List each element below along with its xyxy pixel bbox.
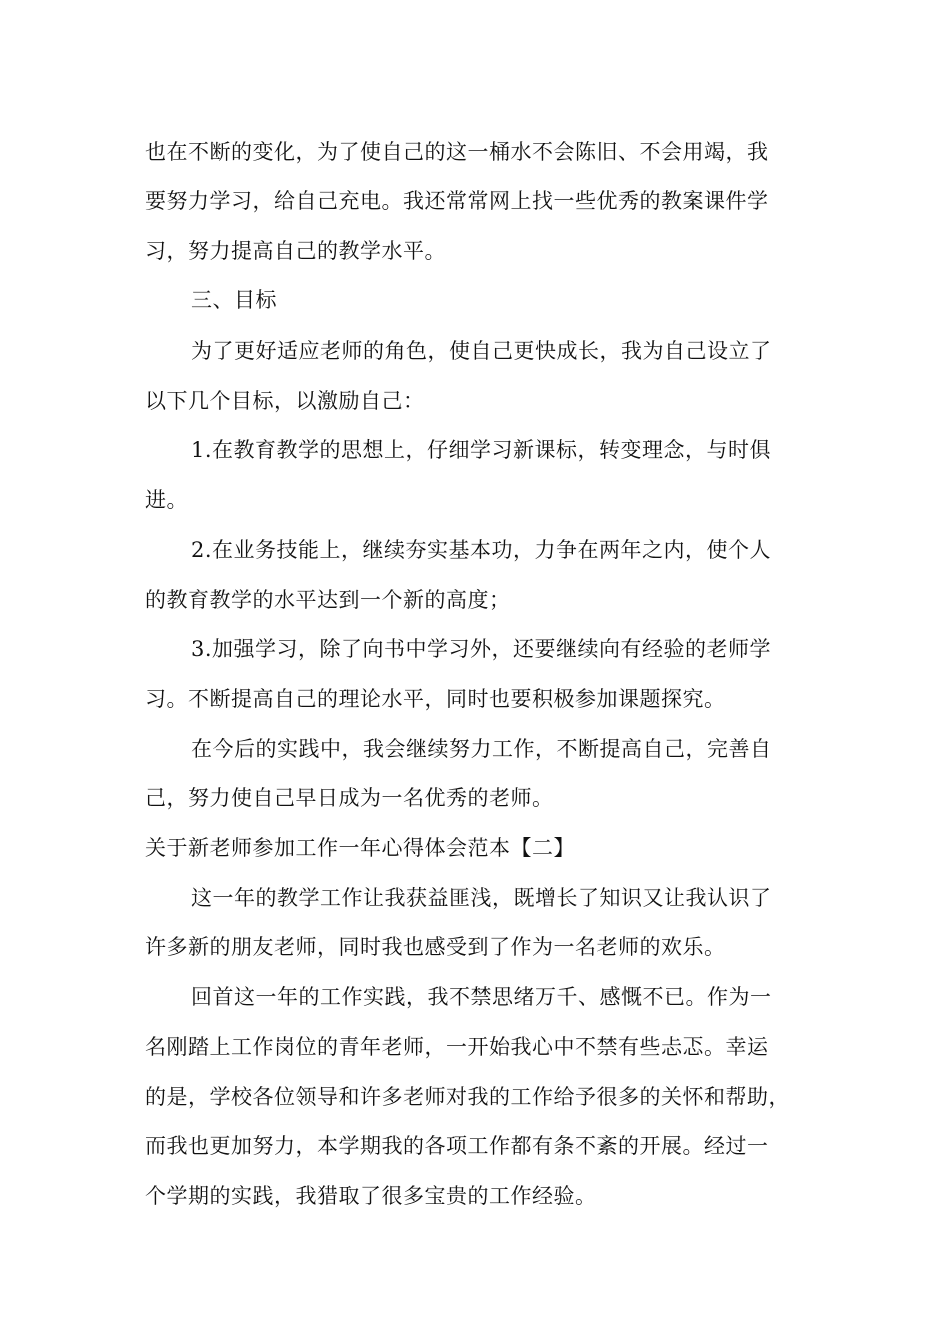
paragraph-line: 回首这一年的工作实践，我不禁思绪万千、感慨不已。作为一 bbox=[191, 985, 772, 1009]
paragraph-line: 己，努力使自己早日成为一名优秀的老师。 bbox=[145, 786, 554, 810]
paragraph-line: 许多新的朋友老师，同时我也感受到了作为一名老师的欢乐。 bbox=[145, 935, 726, 959]
paragraph-line: 也在不断的变化，为了使自己的这一桶水不会陈旧、不会用竭，我 bbox=[145, 140, 769, 164]
paragraph-line: 为了更好适应老师的角色，使自己更快成长，我为自己设立了 bbox=[191, 339, 772, 363]
list-item-line: 进。 bbox=[145, 488, 188, 512]
list-item-line: 的教育教学的水平达到一个新的高度； bbox=[145, 588, 511, 612]
paragraph-line: 在今后的实践中，我会继续努力工作，不断提高自己，完善自 bbox=[191, 737, 772, 761]
paragraph-line: 以下几个目标，以激励自己： bbox=[145, 389, 425, 413]
article-title: 关于新老师参加工作一年心得体会范本【二】 bbox=[145, 836, 575, 860]
paragraph-line: 个学期的实践，我猎取了很多宝贵的工作经验。 bbox=[145, 1184, 597, 1208]
list-item-line: 习。不断提高自己的理论水平，同时也要积极参加课题探究。 bbox=[145, 687, 726, 711]
paragraph-line: 名刚踏上工作岗位的青年老师，一开始我心中不禁有些忐忑。幸运 bbox=[145, 1035, 769, 1059]
paragraph-line: 这一年的教学工作让我获益匪浅，既增长了知识又让我认识了 bbox=[191, 886, 772, 910]
paragraph-line: 的是，学校各位领导和许多老师对我的工作给予很多的关怀和帮助， bbox=[145, 1085, 790, 1109]
list-item-line: 3.加强学习，除了向书中学习外，还要继续向有经验的老师学 bbox=[191, 637, 772, 661]
section-heading: 三、目标 bbox=[191, 288, 277, 312]
list-item-line: 2.在业务技能上，继续夯实基本功，力争在两年之内，使个人 bbox=[191, 538, 772, 562]
paragraph-line: 习，努力提高自己的教学水平。 bbox=[145, 239, 446, 263]
paragraph-line: 要努力学习，给自己充电。我还常常网上找一些优秀的教案课件学 bbox=[145, 189, 769, 213]
paragraph-line: 而我也更加努力，本学期我的各项工作都有条不紊的开展。经过一 bbox=[145, 1134, 769, 1158]
list-item-line: 1.在教育教学的思想上，仔细学习新课标，转变理念，与时俱 bbox=[191, 438, 772, 462]
